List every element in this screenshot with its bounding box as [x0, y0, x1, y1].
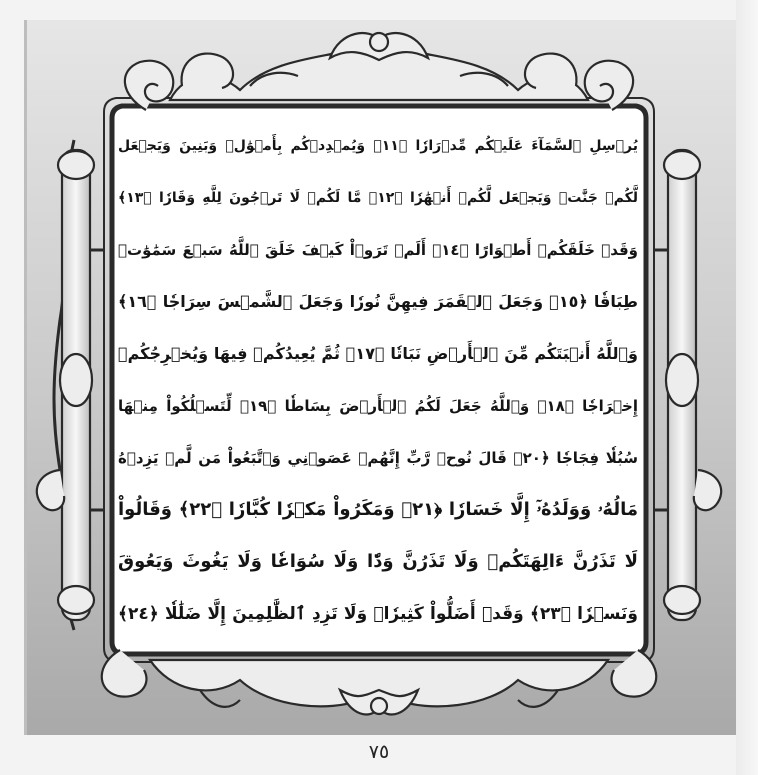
verse-line: يُرۡسِلِ ٱلسَّمَآءَ عَلَيۡكُم مِّدۡرَارٗا ﴿١١﴾ وَيُمۡدِدۡكُم بِأَمۡوَٰلٖ وَبَنِينَ وَيَجۡعَل — [118, 138, 638, 154]
verse-line: مَالُهُۥ وَوَلَدُهُۥٓ إِلَّا خَسَارٗا ﴿٢١﴾ وَمَكَرُواْ مَكۡرٗا كُبَّارٗا ﴿٢٢﴾ وَقَالُواْ — [118, 499, 638, 520]
left-column — [37, 140, 94, 630]
verse-line: وَنَسۡرٗا ﴿٢٣﴾ وَقَدۡ أَضَلُّواْ كَثِيرٗاۖ وَلَا تَزِدِ ٱلظَّٰلِمِينَ إِلَّا ضَلَٰلٗا ﴿٢٤﴾ — [118, 604, 638, 624]
verse-panel — [118, 120, 638, 640]
verse-line: وَقَدۡ خَلَقَكُمۡ أَطۡوَارًا ﴿١٤﴾ أَلَمۡ تَرَوۡاْ كَيۡفَ خَلَقَ ٱللَّهُ سَبۡعَ سَمَٰوَٰتٖ — [118, 241, 638, 259]
top-right-scroll — [525, 54, 633, 110]
verse-line: لَّكُمۡ جَنَّٰتٖ وَيَجۡعَل لَّكُمۡ أَنۡهَٰرٗا ﴿١٢﴾ مَّا لَكُمۡ لَا تَرۡجُونَ لِلَّهِ وَقَارٗا ﴿١٣﴾ — [118, 190, 638, 206]
bottom-ornament — [102, 650, 657, 714]
verse-line: لَا تَذَرُنَّ ءَالِهَتَكُمۡ وَلَا تَذَرُنَّ وَدّٗا وَلَا سُوَاعٗا وَلَا يَغُوثَ وَيَعُوقَ — [118, 551, 638, 572]
page-number: ٧٥ — [368, 741, 390, 763]
top-ornament — [170, 33, 588, 100]
top-left-scroll — [125, 54, 233, 110]
verse-line: طِبَاقٗا ﴿١٥﴾ وَجَعَلَ ٱلۡقَمَرَ فِيهِنَّ نُورٗا وَجَعَلَ ٱلشَّمۡسَ سِرَاجٗا ﴿١٦﴾ — [118, 292, 638, 311]
verse-line: إِخۡرَاجٗا ﴿١٨﴾ وَٱللَّهُ جَعَلَ لَكُمُ ٱلۡأَرۡضَ بِسَاطٗا ﴿١٩﴾ لِّتَسۡلُكُواْ مِنۡهَا — [118, 397, 638, 415]
verse-line: سُبُلٗا فِجَاجٗا ﴿٢٠﴾ قَالَ نُوحٞ رَّبِّ إِنَّهُمۡ عَصَوۡنِي وَٱتَّبَعُواْ مَن لَّمۡ يَزِدۡهُ — [118, 449, 638, 467]
right-column — [664, 150, 721, 620]
verse-line: وَٱللَّهُ أَنۢبَتَكُم مِّنَ ٱلۡأَرۡضِ نَبَاتٗا ﴿١٧﴾ ثُمَّ يُعِيدُكُمۡ فِيهَا وَيُخۡرِجُكُمۡ — [118, 344, 639, 363]
